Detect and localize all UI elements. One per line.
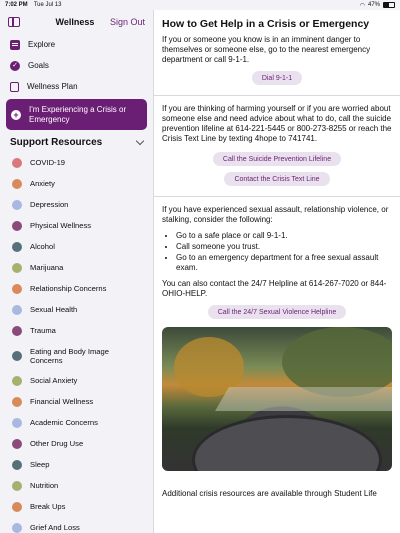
support-item[interactable]: [0, 391, 153, 412]
nav-item-label: Wellness Plan: [27, 82, 78, 91]
sidebar-toggle-icon[interactable]: [8, 17, 20, 27]
support-item[interactable]: [0, 370, 153, 391]
nav-item-wellness-plan[interactable]: [0, 76, 153, 97]
chevron-down-icon[interactable]: [136, 136, 144, 144]
support-item[interactable]: [0, 496, 153, 517]
wifi-icon: ◠: [359, 2, 365, 9]
support-item-label: Marijuana: [30, 263, 64, 272]
support-item-label: Other Drug Use: [30, 439, 84, 448]
support-item-label: COVID-19: [30, 158, 66, 167]
check-circle-icon: ✓: [10, 61, 20, 71]
category-dot-icon: [12, 351, 22, 361]
support-item[interactable]: [0, 278, 153, 299]
support-item-label: Eating and Body Image Concerns: [30, 346, 109, 365]
list-item: • Go to a safe place or call 9-1-1.: [176, 231, 392, 241]
trailing-text: Additional crisis resources are available through Student Life: [162, 489, 377, 498]
assault-list: [176, 231, 392, 273]
status-right: [360, 2, 395, 9]
emergency-section: [154, 10, 400, 96]
category-dot-icon: [12, 523, 22, 533]
status-time: 7:02 PM: [5, 2, 28, 8]
category-dot-icon: [12, 242, 22, 252]
assault-text: If you have experienced sexual assault, relationship violence, or stalking, consider the following:: [162, 205, 389, 224]
category-dot-icon: [12, 376, 22, 386]
support-item[interactable]: [0, 299, 153, 320]
support-item-label: Nutrition: [30, 481, 59, 490]
support-item-label: Sleep: [30, 460, 50, 469]
category-dot-icon: [12, 502, 22, 512]
category-dot-icon: [12, 481, 22, 491]
support-list: [0, 152, 153, 533]
suicide-section: [154, 96, 400, 197]
support-item-label: Social Anxiety: [30, 376, 78, 385]
lifeline-button[interactable]: Call the Suicide Prevention Lifeline: [213, 152, 341, 166]
category-dot-icon: [12, 284, 22, 294]
support-item[interactable]: [0, 475, 153, 496]
sidebar-header: [0, 10, 153, 34]
campus-seal-photo: [162, 327, 392, 471]
battery-icon: [383, 2, 395, 8]
support-item[interactable]: [0, 412, 153, 433]
battery-percent: 47%: [367, 2, 380, 8]
support-item-label: Trauma: [30, 326, 56, 335]
crisis-text-line-button[interactable]: Contact the Crisis Text Line: [224, 172, 329, 186]
sidebar: [0, 10, 154, 533]
support-item[interactable]: [0, 517, 153, 533]
list-icon: [10, 40, 20, 50]
category-dot-icon: [12, 326, 22, 336]
helpline-button[interactable]: Call the 24/7 Sexual Violence Helpline: [208, 305, 347, 319]
support-item-label: Academic Concerns: [30, 418, 98, 427]
status-date: Tue Jul 13: [33, 2, 62, 8]
support-item[interactable]: [0, 173, 153, 194]
photo-path: [215, 387, 392, 411]
harm-text: If you are thinking of harming yourself or if you are worried about someone else and need advice about what to do, call the suicide prevention lifeline at 614-221-5445 or 800-273-8255 or reach the Crisis Text Line by texting 4hope to 741741.: [162, 104, 392, 143]
status-bar: [0, 0, 400, 10]
category-dot-icon: [12, 179, 22, 189]
sign-out-button[interactable]: Sign Out: [109, 17, 145, 27]
support-item[interactable]: [0, 320, 153, 341]
category-dot-icon: [12, 200, 22, 210]
list-item: • Go to an emergency department for a free sexual assault exam.: [176, 253, 392, 273]
category-dot-icon: [12, 397, 22, 407]
support-item-label: Sexual Health: [30, 305, 78, 314]
crisis-label: I'm Experiencing a Crisis or Emergency: [29, 104, 127, 124]
category-dot-icon: [12, 221, 22, 231]
sidebar-title: Wellness: [55, 17, 95, 27]
nav-item-explore[interactable]: [0, 34, 153, 55]
main-content: [154, 10, 400, 533]
support-item-label: Physical Wellness: [30, 221, 92, 230]
support-item-label: Break Ups: [30, 502, 66, 511]
nav-item-label: Explore: [28, 40, 56, 49]
support-item-label: Depression: [30, 200, 69, 209]
support-item-label: Financial Wellness: [30, 397, 94, 406]
assault-section: [154, 197, 400, 481]
plus-icon: +: [11, 110, 21, 120]
dial-911-button[interactable]: Dial 9-1-1: [252, 71, 302, 85]
page-title: How to Get Help in a Crisis or Emergency: [162, 18, 370, 30]
support-item[interactable]: [0, 257, 153, 278]
category-dot-icon: [12, 305, 22, 315]
support-item[interactable]: [0, 152, 153, 173]
intro-text: If you or someone you know is in an imminent danger to themselves or someone else, go to the nearest emergency department or call 9-1-1.: [162, 35, 371, 64]
support-resources-title: Support Resources: [10, 136, 103, 148]
document-icon: [10, 82, 19, 92]
support-item[interactable]: [0, 194, 153, 215]
category-dot-icon: [12, 460, 22, 470]
nav-item-goals[interactable]: [0, 55, 153, 76]
support-item-label: Anxiety: [30, 179, 55, 188]
support-item[interactable]: [0, 215, 153, 236]
support-item[interactable]: [0, 236, 153, 257]
list-item: • Call someone you trust.: [176, 242, 392, 252]
support-item-label: Grief And Loss: [30, 523, 80, 532]
category-dot-icon: [12, 439, 22, 449]
support-resources-header[interactable]: [0, 132, 153, 152]
support-item-label: Relationship Concerns: [30, 284, 107, 293]
nav-item-crisis[interactable]: [6, 99, 147, 130]
support-item[interactable]: [0, 341, 153, 370]
support-item-label: Alcohol: [30, 242, 55, 251]
category-dot-icon: [12, 418, 22, 428]
support-item[interactable]: [0, 454, 153, 475]
photo-seal: [192, 415, 382, 471]
category-dot-icon: [12, 263, 22, 273]
support-item[interactable]: [0, 433, 153, 454]
category-dot-icon: [12, 158, 22, 168]
nav-item-label: Goals: [28, 61, 49, 70]
helpline-text: You can also contact the 24/7 Helpline at 614-267-7020 or 844-OHIO-HELP.: [162, 279, 387, 298]
